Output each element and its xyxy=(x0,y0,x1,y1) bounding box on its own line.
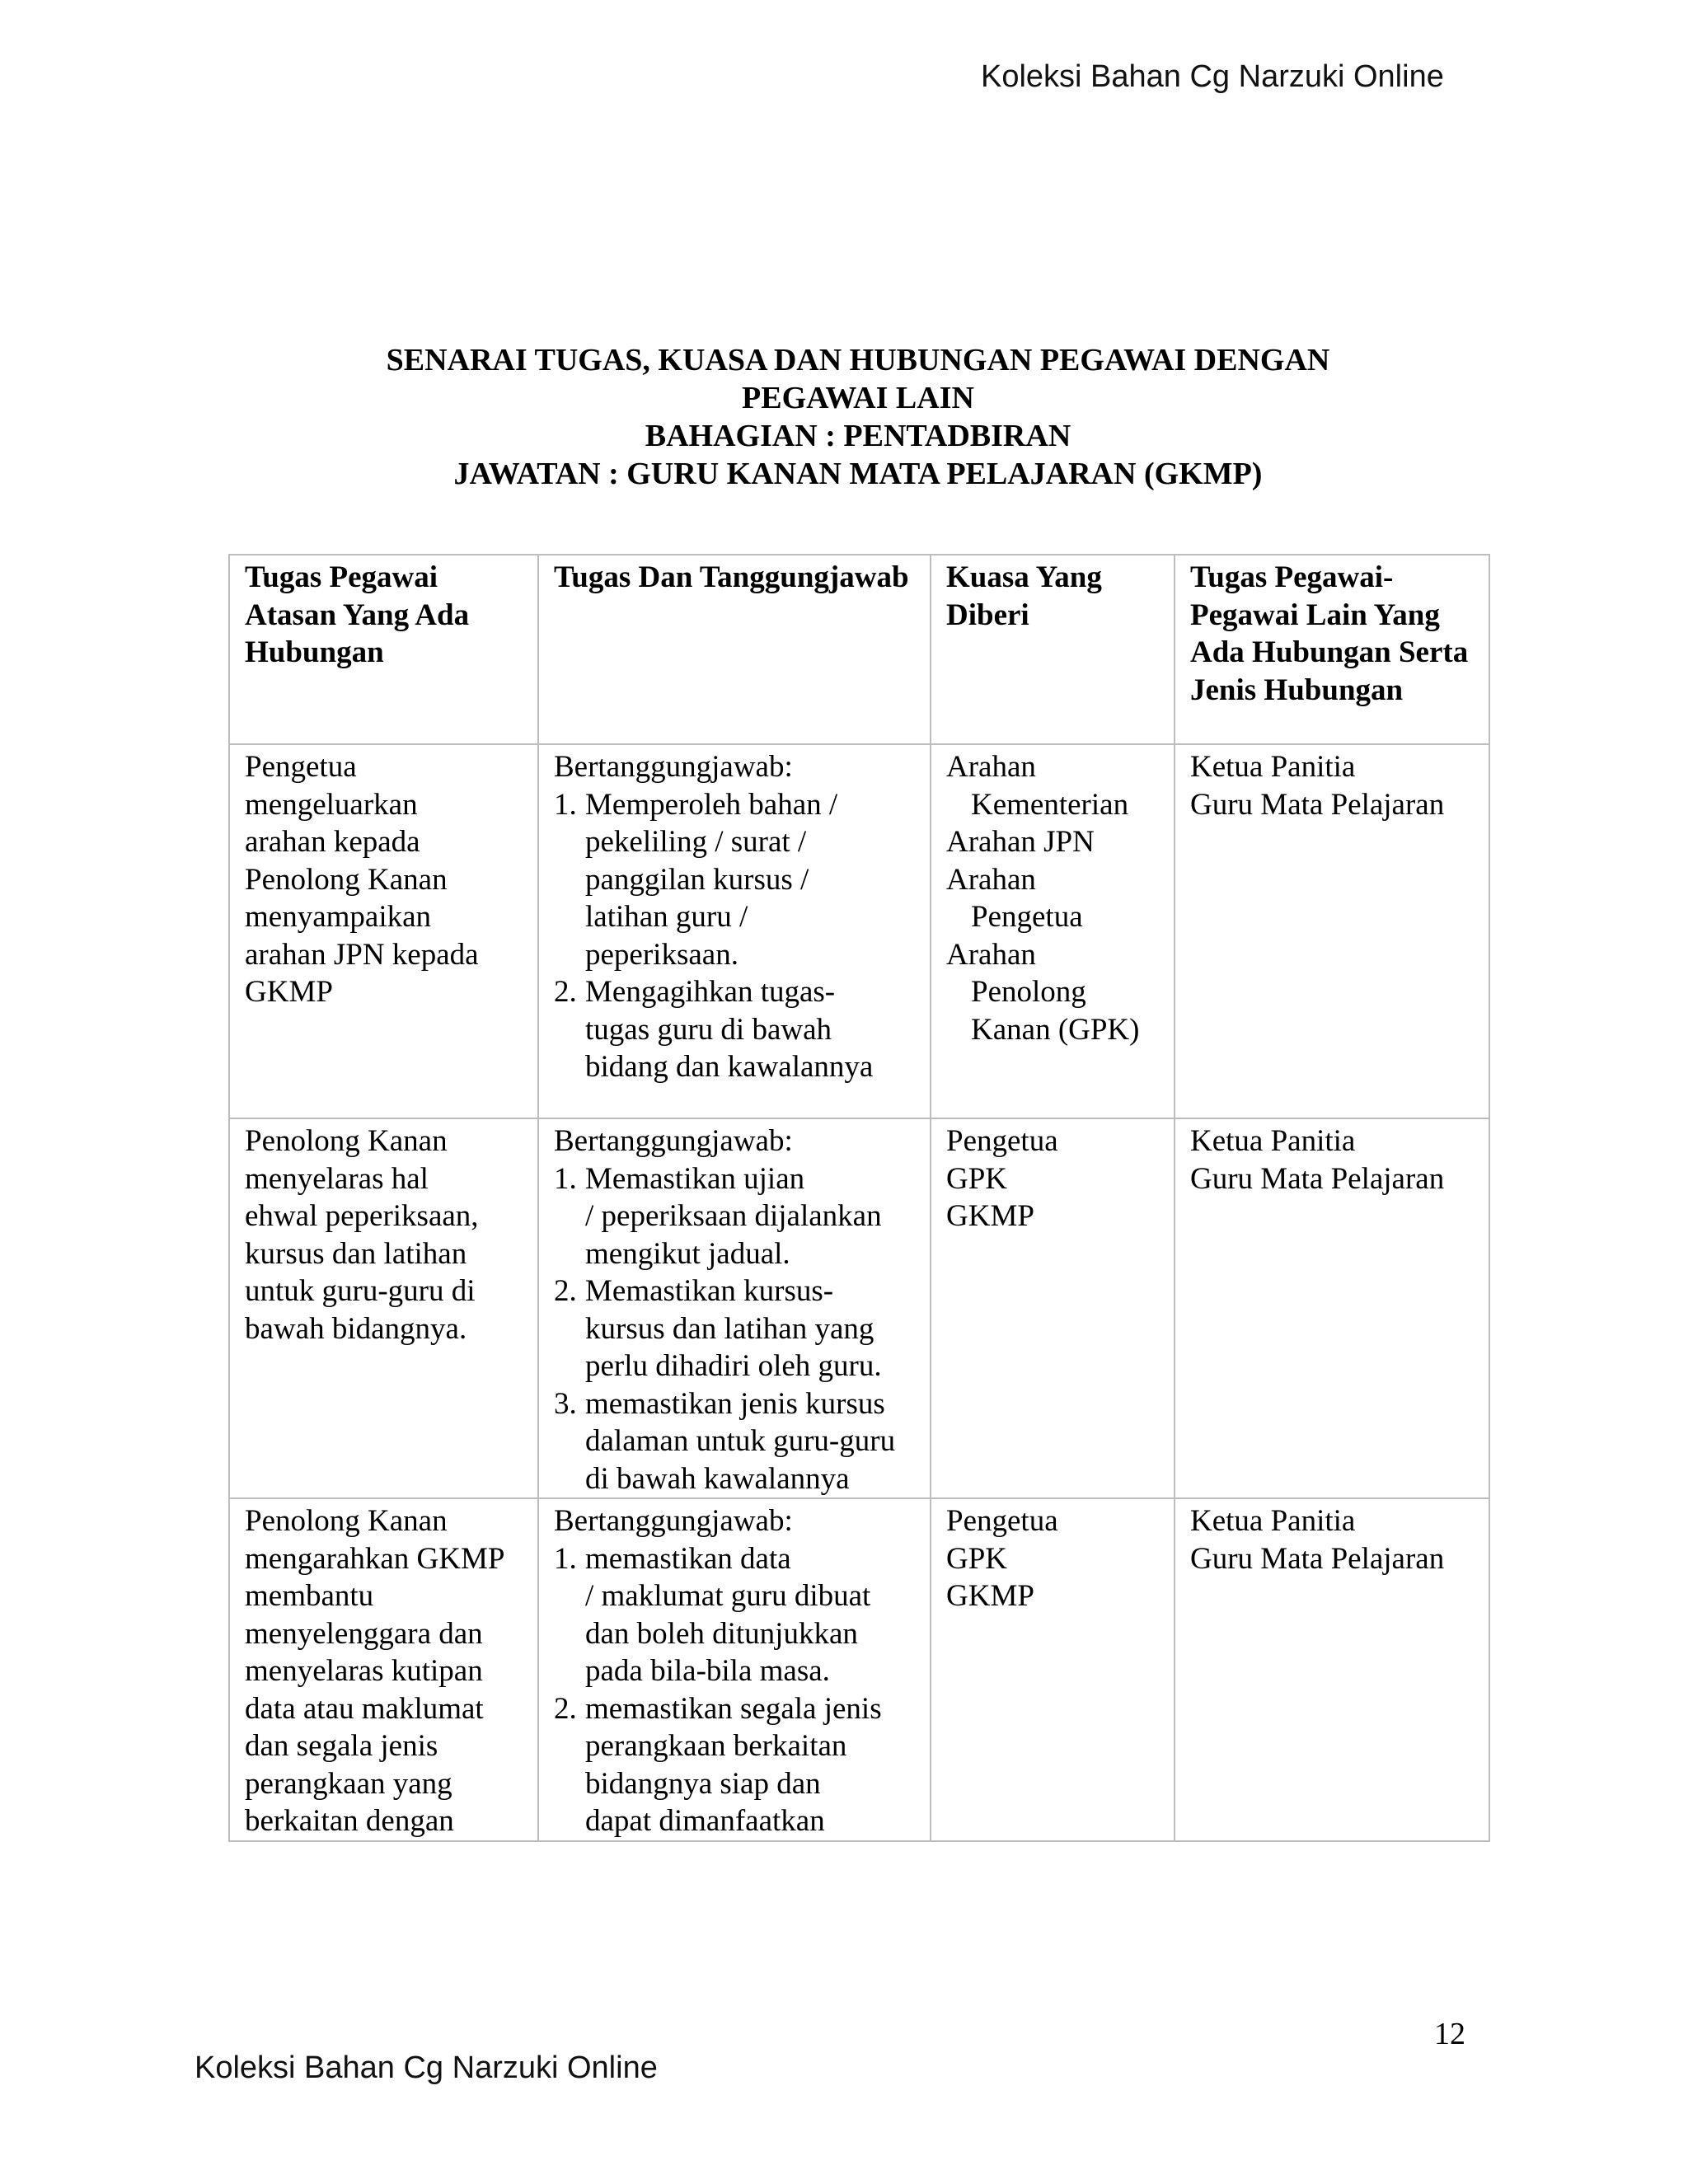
cell-atasan xyxy=(229,1118,538,1498)
cell-text-line: arahan kepada xyxy=(245,825,420,859)
list-item-text: Mengagihkan tugas- xyxy=(585,975,836,1009)
kuasa-line: Pengetua xyxy=(971,900,1083,934)
list-item xyxy=(554,1540,915,1578)
list-item-continuation: pada bila-bila masa. xyxy=(585,1654,830,1688)
duty-table xyxy=(228,554,1490,1842)
list-number: 1. xyxy=(554,1541,577,1576)
list-item xyxy=(554,1385,915,1423)
cell-text-line: mengarahkan GKMP xyxy=(245,1541,505,1576)
list-item xyxy=(554,1690,915,1728)
cell-text-line: membantu xyxy=(245,1579,374,1613)
cell-tugas xyxy=(538,1118,931,1498)
cell-text-line: Ketua Panitia xyxy=(1190,1504,1356,1538)
kuasa-line: GKMP xyxy=(946,1199,1034,1233)
title-line: SENARAI TUGAS, KUASA DAN HUBUNGAN PEGAWAI DENGAN xyxy=(386,343,1330,377)
cell-text-line: menyelaras hal xyxy=(245,1161,429,1196)
cell-text-line: Guru Mata Pelajaran xyxy=(1190,1541,1445,1576)
title-line: BAHAGIAN : PENTADBIRAN xyxy=(645,419,1071,453)
cell-text-line: Penolong Kanan xyxy=(245,1504,448,1538)
cell-text-line: berkaitan dengan xyxy=(245,1804,454,1838)
list-item-continuation: dapat dimanfaatkan xyxy=(585,1804,825,1838)
cell-text-line: Guru Mata Pelajaran xyxy=(1190,1161,1445,1196)
list-number: 3. xyxy=(554,1386,577,1421)
table-row xyxy=(229,1498,1489,1841)
cell-text-line: menyampaikan xyxy=(245,900,432,934)
cell-text-line: Penolong Kanan xyxy=(245,1124,448,1158)
cell-pegawai-lain xyxy=(1175,1118,1489,1498)
cell-text-line: data atau maklumat xyxy=(245,1691,484,1726)
cell-text-line: Guru Mata Pelajaran xyxy=(1190,787,1445,822)
kuasa-line: Arahan xyxy=(946,750,1036,784)
cell-pegawai-lain xyxy=(1175,1498,1489,1841)
list-item-continuation: bidangnya siap dan xyxy=(585,1766,821,1801)
list-item xyxy=(554,1160,915,1198)
tugas-intro: Bertanggungjawab: xyxy=(554,1504,793,1538)
list-number: 2. xyxy=(554,1274,577,1308)
cell-tugas xyxy=(538,1498,931,1841)
cell-text-line: dan segala jenis xyxy=(245,1729,438,1763)
kuasa-line: Kanan (GPK) xyxy=(971,1012,1140,1047)
list-number: 2. xyxy=(554,975,577,1009)
kuasa-line: GPK xyxy=(946,1541,1008,1576)
list-number: 2. xyxy=(554,1691,577,1726)
cell-kuasa xyxy=(931,744,1175,1118)
kuasa-line: Penolong xyxy=(971,975,1086,1009)
list-item-continuation: di bawah kawalannya xyxy=(585,1461,850,1496)
table-row xyxy=(229,1118,1489,1498)
column-header: Kuasa Yang Diberi xyxy=(931,555,1175,744)
kuasa-line: Arahan xyxy=(946,862,1036,897)
kuasa-line: Arahan xyxy=(946,937,1036,972)
cell-text-line: Ketua Panitia xyxy=(1190,1124,1356,1158)
list-item-continuation: dalaman untuk guru-guru xyxy=(585,1424,896,1458)
cell-pegawai-lain xyxy=(1175,744,1489,1118)
list-item-text: Memastikan kursus- xyxy=(585,1274,834,1308)
column-header: Tugas Pegawai-Pegawai Lain Yang Ada Hubungan Serta Jenis Hubungan xyxy=(1175,555,1489,744)
kuasa-line: Kementerian xyxy=(971,787,1129,822)
list-item xyxy=(554,973,915,1011)
list-item-continuation: latihan guru / xyxy=(585,900,748,934)
column-header: Tugas Dan Tanggungjawab xyxy=(538,555,931,744)
cell-kuasa xyxy=(931,1498,1175,1841)
list-item-continuation: / maklumat guru dibuat xyxy=(585,1579,871,1613)
kuasa-line: GKMP xyxy=(946,1579,1034,1613)
title-line: JAWATAN : GURU KANAN MATA PELAJARAN (GKMP) xyxy=(453,457,1263,491)
list-item-continuation: bidang dan kawalannya xyxy=(585,1050,874,1084)
list-item xyxy=(554,786,915,824)
cell-text-line: ehwal peperiksaan, xyxy=(245,1199,479,1233)
list-item-continuation: mengikut jadual. xyxy=(585,1236,790,1271)
kuasa-line: Pengetua xyxy=(946,1504,1058,1538)
cell-text-line: mengeluarkan xyxy=(245,787,418,822)
cell-text-line: Ketua Panitia xyxy=(1190,750,1356,784)
cell-text-line: perangkaan yang xyxy=(245,1766,452,1801)
cell-text-line: bawah bidangnya. xyxy=(245,1311,467,1346)
cell-text-line: menyelaras kutipan xyxy=(245,1654,483,1688)
cell-atasan xyxy=(229,1498,538,1841)
column-header: Tugas Pegawai Atasan Yang Ada Hubungan xyxy=(229,555,538,744)
cell-text-line: Pengetua xyxy=(245,750,357,784)
list-item-continuation: perlu dihadiri oleh guru. xyxy=(585,1349,882,1383)
list-item-text: memastikan jenis kursus xyxy=(585,1386,885,1421)
list-item xyxy=(554,1272,915,1310)
kuasa-line: Pengetua xyxy=(946,1124,1058,1158)
list-item-continuation: kursus dan latihan yang xyxy=(585,1311,874,1346)
list-item-text: memastikan segala jenis xyxy=(585,1691,882,1726)
cell-text-line: untuk guru-guru di xyxy=(245,1274,476,1308)
list-item-text: Memperoleh bahan / xyxy=(585,787,838,822)
list-item-continuation: / peperiksaan dijalankan xyxy=(585,1199,882,1233)
cell-text-line: kursus dan latihan xyxy=(245,1236,467,1271)
document-title xyxy=(227,341,1489,493)
title-line: PEGAWAI LAIN xyxy=(742,381,974,415)
cell-text-line: menyelenggara dan xyxy=(245,1616,483,1651)
kuasa-line: GPK xyxy=(946,1161,1008,1196)
tugas-intro: Bertanggungjawab: xyxy=(554,750,793,784)
list-number: 1. xyxy=(554,787,577,822)
list-item-continuation: pekeliling / surat / xyxy=(585,825,807,859)
list-item-continuation: tugas guru di bawah xyxy=(585,1012,832,1047)
tugas-intro: Bertanggungjawab: xyxy=(554,1124,793,1158)
table-header-row xyxy=(229,555,1489,744)
cell-kuasa xyxy=(931,1118,1175,1498)
list-item-continuation: perangkaan berkaitan xyxy=(585,1729,847,1763)
list-item-text: Memastikan ujian xyxy=(585,1161,805,1196)
list-item-continuation: panggilan kursus / xyxy=(585,862,809,897)
cell-text-line: GKMP xyxy=(245,975,333,1009)
header-note: Koleksi Bahan Cg Narzuki Online xyxy=(981,59,1444,94)
cell-tugas xyxy=(538,744,931,1118)
list-number: 1. xyxy=(554,1161,577,1196)
table-row xyxy=(229,744,1489,1118)
list-item-continuation: dan boleh ditunjukkan xyxy=(585,1616,858,1651)
cell-text-line: arahan JPN kepada xyxy=(245,937,479,972)
kuasa-line: Arahan JPN xyxy=(946,825,1095,859)
page-number: 12 xyxy=(1434,2017,1465,2051)
list-item-continuation: peperiksaan. xyxy=(585,937,738,972)
footer-note: Koleksi Bahan Cg Narzuki Online xyxy=(195,2050,658,2085)
list-item-text: memastikan data xyxy=(585,1541,791,1576)
cell-text-line: Penolong Kanan xyxy=(245,862,448,897)
cell-atasan xyxy=(229,744,538,1118)
